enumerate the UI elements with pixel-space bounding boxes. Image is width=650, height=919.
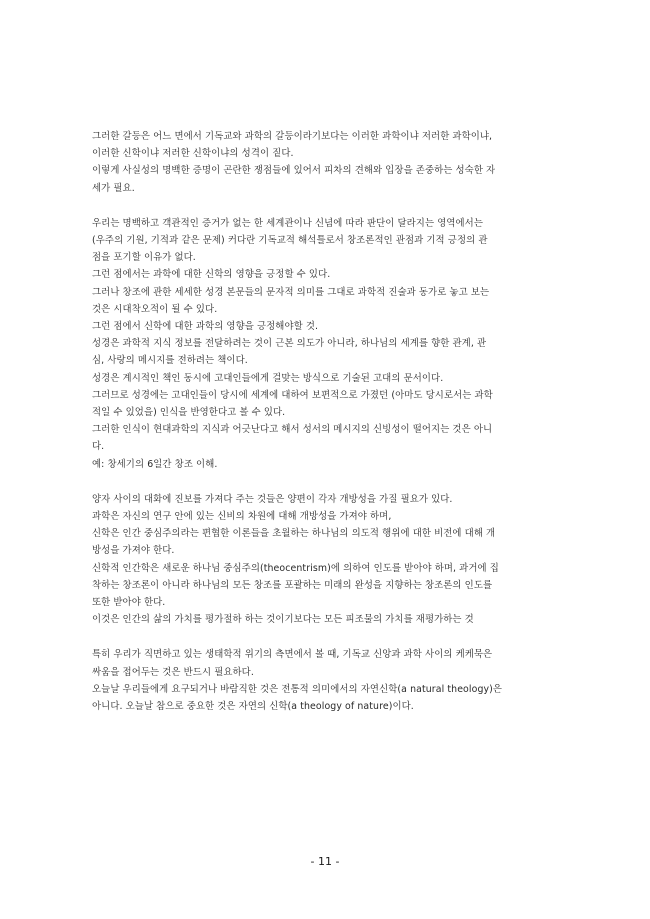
text-line: 이러한 신학이냐 저러한 신학이냐의 성격이 짙다. — [92, 148, 294, 160]
paragraph-4 — [92, 646, 568, 715]
text-line: 그러한 인식이 현대과학의 지식과 어긋난다고 해서 성서의 메시지의 신빙성이 떨어지는 것은 아니 — [92, 424, 493, 436]
text-line: 세가 필요. — [92, 182, 135, 194]
text-line: (우주의 기원, 기적과 같은 문제) 커다란 기독교적 해석틀로서 창조론적인 관점과 기적 긍정의 관 — [92, 235, 488, 247]
text-line: 신학적 인간학은 새로운 하나님 중심주의(theocentrism)에 의하여 인도를 받아야 하며, 과거에 집 — [92, 562, 499, 574]
text-line: 다. — [92, 441, 105, 453]
paragraph-1 — [92, 128, 568, 197]
text-line: 성경은 과학적 지식 정보를 전달하려는 것이 근본 의도가 아니라, 하나님의 세계를 향한 관계, 관 — [92, 338, 487, 350]
text-line: 예: 창세기의 6일간 창조 이해. — [92, 458, 218, 470]
text-line: 그러한 갈등은 어느 면에서 기독교와 과학의 갈등이라기보다는 이러한 과학이냐 저러한 과학이냐, — [92, 131, 493, 142]
text-line: 아니다. 오늘날 참으로 중요한 것은 자연의 신학(a theology of nature)이다. — [92, 701, 414, 713]
text-line: 착하는 창조론이 아니라 하나님의 모든 창조를 포괄하는 미래의 완성을 지향하는 창조론의 인도를 — [92, 579, 493, 591]
text-line: 싸움을 접어두는 것은 반드시 필요하다. — [92, 666, 254, 678]
text-line: 이렇게 사실성의 명백한 증명이 곤란한 쟁점들에 있어서 피차의 견해와 입장을 존중하는 성숙한 자 — [92, 165, 496, 177]
body-text — [92, 128, 568, 733]
text-line: 적일 수 있었을) 인식을 반영한다고 볼 수 있다. — [92, 407, 286, 419]
text-line: 점을 포기할 이유가 없다. — [92, 252, 196, 264]
text-line: 양자 사이의 대화에 진보를 가져다 주는 것들은 양편이 각자 개방성을 가질 필요가 있다. — [92, 493, 453, 505]
text-line: 우리는 명백하고 객관적인 증거가 없는 한 세계관이나 신념에 따라 판단이 달라지는 영역에서는 — [92, 217, 483, 229]
paragraph-3 — [92, 491, 568, 629]
text-line: 또한 받아야 한다. — [92, 597, 166, 609]
text-line: 그런 점에서는 과학에 대한 신학의 영향을 긍정할 수 있다. — [92, 269, 331, 281]
text-line: 그러나 창조에 관한 세세한 성경 본문들의 문자적 의미를 그대로 과학적 진술과 동가로 놓고 보는 — [92, 286, 490, 298]
text-line: 오늘날 우리들에게 요구되거나 바람직한 것은 전통적 의미에서의 자연신학(a natural theology)은 — [92, 683, 503, 695]
text-line: 과학은 자신의 연구 안에 있는 신비의 차원에 대해 개방성을 가져야 하며, — [92, 511, 392, 523]
text-line: 성경은 계시적인 책인 동시에 고대인들에게 걸맞는 방식으로 기술된 고대의 문서이다. — [92, 372, 444, 384]
paragraph-2 — [92, 215, 568, 473]
page-number: - 11 - — [310, 855, 340, 868]
text-line: 심, 사랑의 메시지를 전하려는 책이다. — [92, 355, 248, 367]
text-line: 특히 우리가 직면하고 있는 생태학적 위기의 측면에서 볼 때, 기독교 신앙과 과학 사이의 케케묵은 — [92, 649, 493, 661]
text-line: 신학은 인간 중심주의라는 편협한 이론들을 초월하는 하나님의 의도적 행위에 대한 비전에 대해 개 — [92, 528, 496, 540]
text-line: 이것은 인간의 삶의 가치를 평가절하 하는 것이기보다는 모든 피조물의 가치를 재평가하는 것 — [92, 614, 474, 626]
text-line: 것은 시대착오적이 될 수 있다. — [92, 303, 218, 315]
text-line: 그런 점에서 신학에 대한 과학의 영향을 긍정해야할 것. — [92, 321, 319, 333]
text-line: 방성을 가져야 한다. — [92, 545, 175, 557]
text-line: 그러므로 성경에는 고대인들이 당시에 세계에 대하여 보편적으로 가졌던 (아마도 당시로서는 과학 — [92, 389, 493, 401]
